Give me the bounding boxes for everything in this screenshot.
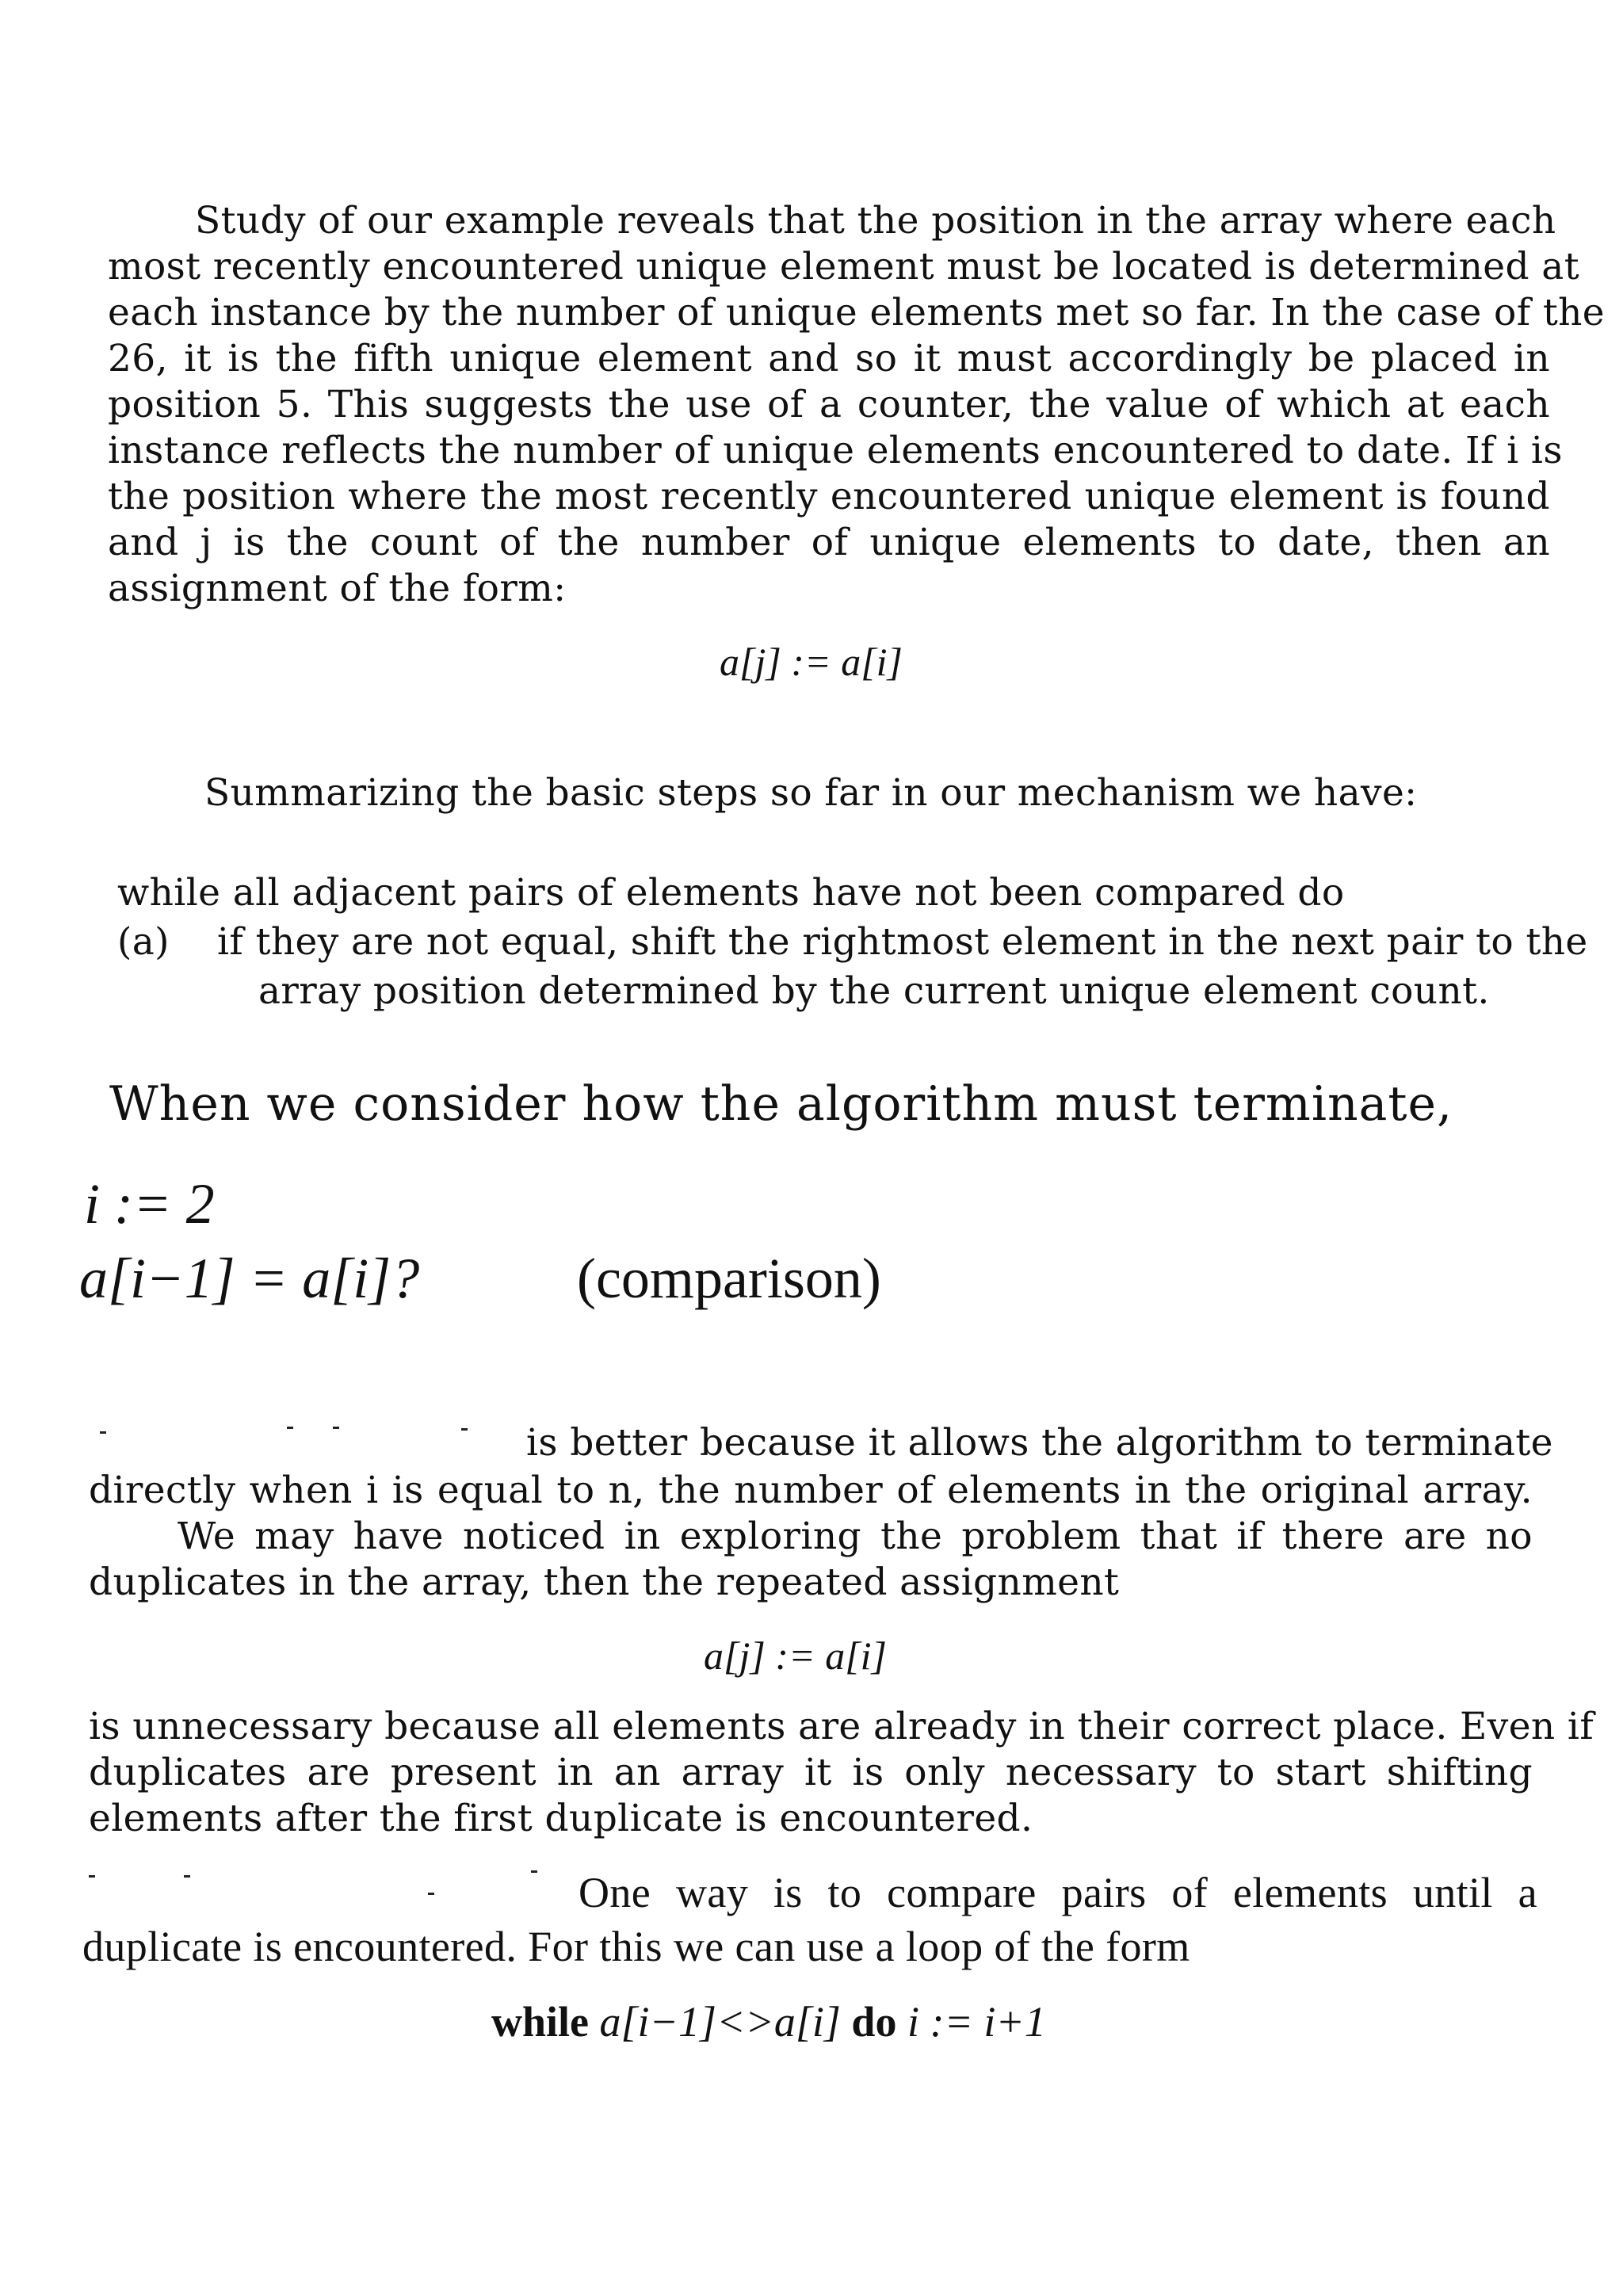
text-line: the position where the most recently encountered unique element is found xyxy=(108,475,1550,518)
scan-speck xyxy=(287,1427,293,1429)
text-line: position 5. This suggests the use of a counter, the value of which at each xyxy=(108,383,1550,426)
text-line: duplicates are present in an array it is only necessary to start shifting xyxy=(89,1751,1533,1794)
paragraph-better: is better because it allows the algorithm to terminate xyxy=(526,1421,1553,1465)
repeated-assignment-formula: a[j] := a[i] xyxy=(704,1633,888,1678)
text-line: and j is the count of the number of unique elements to date, then an xyxy=(108,521,1550,564)
init-statement: i := 2 xyxy=(84,1172,215,1236)
algorithm-while-line: while all adjacent pairs of elements have not been compared do xyxy=(117,871,1345,915)
algorithm-step-line: array position determined by the current unique element count. xyxy=(258,969,1490,1013)
text-line: One way is to compare pairs of elements until a xyxy=(579,1869,1537,1916)
text-line: each instance by the number of unique elements met so far. In the case of the xyxy=(108,291,1605,334)
summary-intro: Summarizing the basic steps so far in our mechanism we have: xyxy=(204,771,1418,815)
text-line: elements after the first duplicate is encountered. xyxy=(89,1797,1033,1840)
text-line: We may have noticed in exploring the problem that if there are no xyxy=(178,1515,1533,1558)
scan-speck xyxy=(333,1427,339,1429)
text-line: duplicate is encountered. For this we can use a loop of the form xyxy=(82,1923,1190,1970)
scan-speck xyxy=(100,1431,106,1434)
text-line: instance reflects the number of unique elements encountered to date. If i is xyxy=(108,429,1563,472)
loop-condition: a[i−1]<>a[i] xyxy=(599,1998,841,2046)
assignment-formula: a[j] := a[i] xyxy=(720,640,903,684)
while-loop-code xyxy=(491,1997,1046,2046)
text-line: duplicates in the array, then the repeated assignment xyxy=(89,1561,1120,1604)
keyword-do: do xyxy=(851,1998,897,2046)
section-heading: When we consider how the algorithm must terminate, xyxy=(109,1076,1453,1132)
text-line: directly when i is equal to n, the number of elements in the original array. xyxy=(89,1469,1533,1512)
text-line: is unnecessary because all elements are already in their correct place. Even if xyxy=(89,1705,1594,1748)
loop-body: i := i+1 xyxy=(907,1998,1046,2046)
paragraph-one-way xyxy=(82,1866,1537,1973)
text-line: Study of our example reveals that the position in the array where each xyxy=(195,199,1556,243)
algorithm-step-line: if they are not equal, shift the rightmost element in the next pair to the xyxy=(217,920,1588,964)
paragraph-study xyxy=(108,198,1605,612)
text-line: assignment of the form: xyxy=(108,567,567,610)
text-line: 26, it is the fifth unique element and so it must accordingly be placed in xyxy=(108,337,1550,380)
comparison-statement: a[i−1] = a[i]? xyxy=(79,1247,420,1310)
scan-speck xyxy=(461,1428,468,1431)
algorithm-step-label: (a) xyxy=(117,920,170,964)
keyword-while: while xyxy=(491,1998,590,2046)
paragraph-unnecessary xyxy=(89,1704,1594,1842)
text-line: most recently encountered unique element must be located is determined at xyxy=(108,245,1579,288)
comparison-note: (comparison) xyxy=(577,1247,881,1310)
paragraph-better-cont xyxy=(89,1468,1533,1606)
